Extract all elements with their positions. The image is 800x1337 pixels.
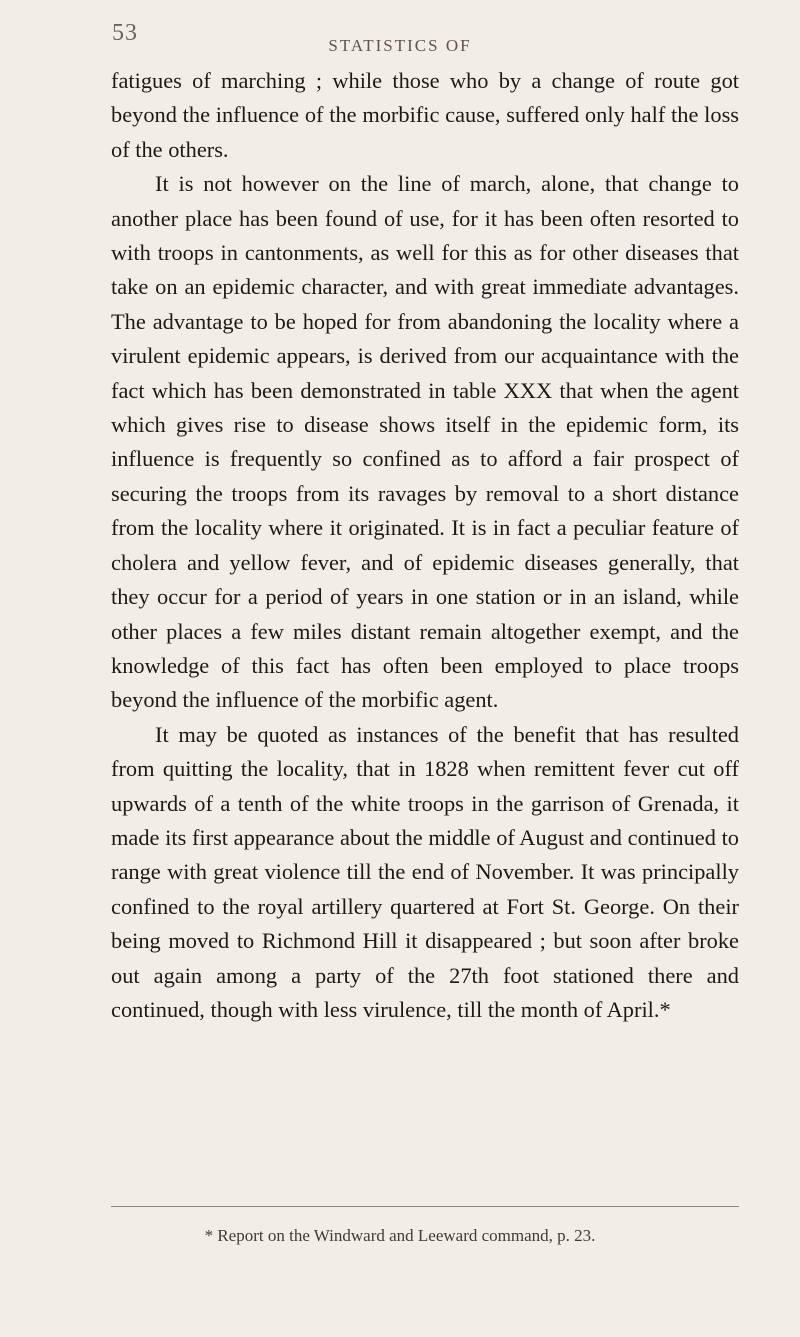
paragraph-3: It may be quoted as instances of the benefit that has resulted from quitting the locality, that in 1828 when remittent fever cut off upwards of a tenth of the white troops in the garrison of Grenada, it made its first appearance about the middle of August and continued to range with great violence till the end of November. It was principally confined to the royal artillery quartered at Fort St. George. On their being moved to Richmond Hill it disappeared ; but soon after broke out again among a party of the 27th foot stationed there and continued, though with less virulence, till the month of April.* — [111, 721, 739, 1022]
running-title: STATISTICS OF — [328, 36, 472, 55]
paragraph-1: fatigues of marching ; while those who by a change of route got beyond the influence of the morbific cause, suffered only half the loss of the others. — [111, 68, 739, 162]
page-number: 53 — [112, 20, 138, 46]
body-text — [111, 64, 739, 1027]
footnote-divider — [111, 1206, 739, 1207]
footnote: * Report on the Windward and Leeward command, p. 23. — [204, 1226, 596, 1245]
paragraph-2: It is not however on the line of march, alone, that change to another place has been found of use, for it has been often resorted to with troops in cantonments, as well for this as for other diseases that take on an epidemic character, and with great immediate advantages. The advantage to be hoped for from abandoning the locality where a virulent epidemic appears, is derived from our acquaintance with the fact which has been demonstrated in table XXX that when the agent which gives rise to disease shows itself in the epidemic form, its influence is frequently so confined as to afford a fair prospect of securing the troops from its ravages by removal to a short distance from the locality where it originated. It is in fact a peculiar feature of cholera and yellow fever, and of epidemic diseases generally, that they occur for a period of years in one station or in an island, while other places a few miles distant remain altogether exempt, and the knowledge of this fact has often been employed to place troops beyond the influence of the morbific agent. — [111, 171, 739, 713]
